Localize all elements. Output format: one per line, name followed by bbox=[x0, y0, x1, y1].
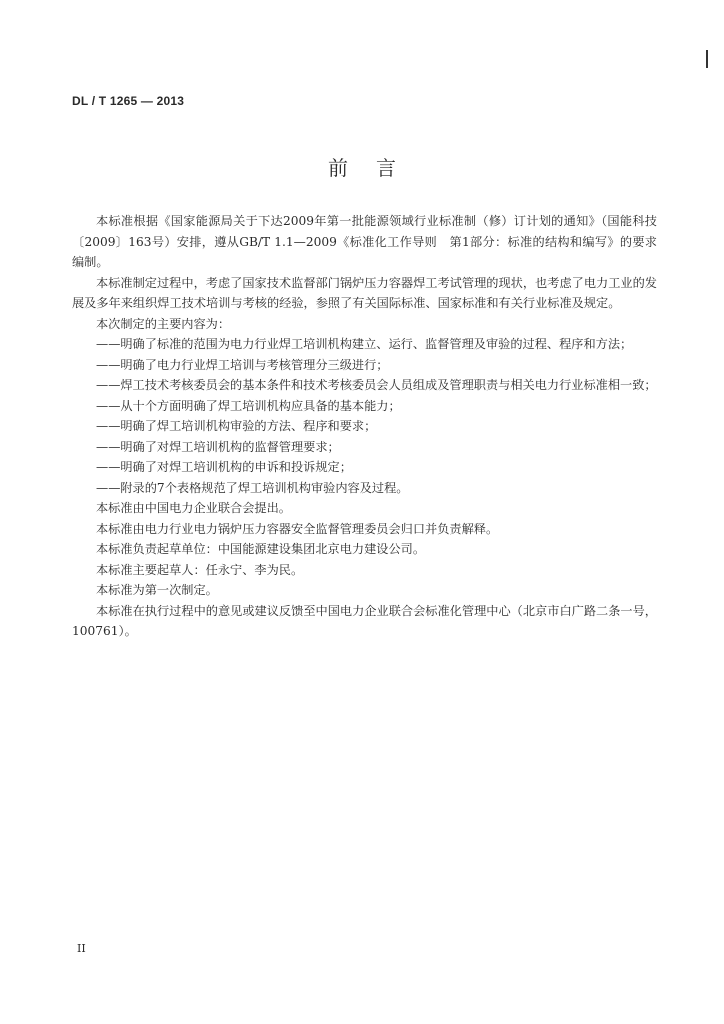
list-item: ——从十个方面明确了焊工培训机构应具备的基本能力； bbox=[96, 398, 401, 413]
paragraph-feedback: 本标准在执行过程中的意见或建议反馈至中国电力企业联合会标准化管理中心（北京市白广路二条一号，100761）。 bbox=[72, 603, 657, 638]
page-title: 前言 bbox=[328, 156, 424, 180]
list-item: ——明确了标准的范围为电力行业焊工培训机构建立、运行、监督管理及审验的过程、程序和方法； bbox=[96, 337, 633, 351]
margin-mark bbox=[706, 50, 708, 68]
paragraph-first-edition: 本标准为第一次制定。 bbox=[96, 583, 218, 597]
list-item: ——明确了对焊工培训机构的监督管理要求； bbox=[96, 439, 340, 454]
paragraph-main-content-intro: 本次制定的主要内容为： bbox=[96, 316, 231, 331]
page-number: II bbox=[77, 942, 86, 955]
paragraph-considerations: 本标准制定过程中，考虑了国家技术监督部门锅炉压力容器焊工考试管理的现状，也考虑了电力工业的发展及多年来组织焊工技术培训与考核的经验，参照了有关国际标准、国家标准和有关行业标准及规定。 bbox=[72, 275, 657, 310]
paragraph-administered-by: 本标准由电力行业电力锅炉压力容器安全监督管理委员会归口并负责解释。 bbox=[96, 521, 499, 536]
paragraph-proposed-by: 本标准由中国电力企业联合会提出。 bbox=[96, 501, 291, 515]
list-item: ——明确了电力行业焊工培训与考核管理分三级进行； bbox=[96, 357, 389, 372]
list-item: ——附录的7个表格规范了焊工培训机构审验内容及过程。 bbox=[96, 480, 409, 495]
paragraph-drafters: 本标准主要起草人：任永宁、李为民。 bbox=[96, 562, 304, 577]
list-item: ——明确了对焊工培训机构的申诉和投诉规定； bbox=[96, 460, 352, 474]
paragraph-drafting-unit: 本标准负责起草单位：中国能源建设集团北京电力建设公司。 bbox=[96, 542, 426, 556]
list-item: ——焊工技术考核委员会的基本条件和技术考核委员会人员组成及管理职责与相关电力行业标准相一致； bbox=[96, 378, 657, 392]
foreword-body bbox=[72, 211, 657, 642]
list-item: ——明确了焊工培训机构审验的方法、程序和要求； bbox=[96, 419, 377, 433]
paragraph-plan-basis: 本标准根据《国家能源局关于下达2009年第一批能源领域行业标准制（修）订计划的通知》（国能科技〔2009〕163号）安排，遵从GB/T 1.1—2009《标准化工作导则 第1部分：标准的结构和编写》的要求编制。 bbox=[72, 214, 657, 269]
document-code: DL / T 1265 — 2013 bbox=[72, 94, 185, 108]
